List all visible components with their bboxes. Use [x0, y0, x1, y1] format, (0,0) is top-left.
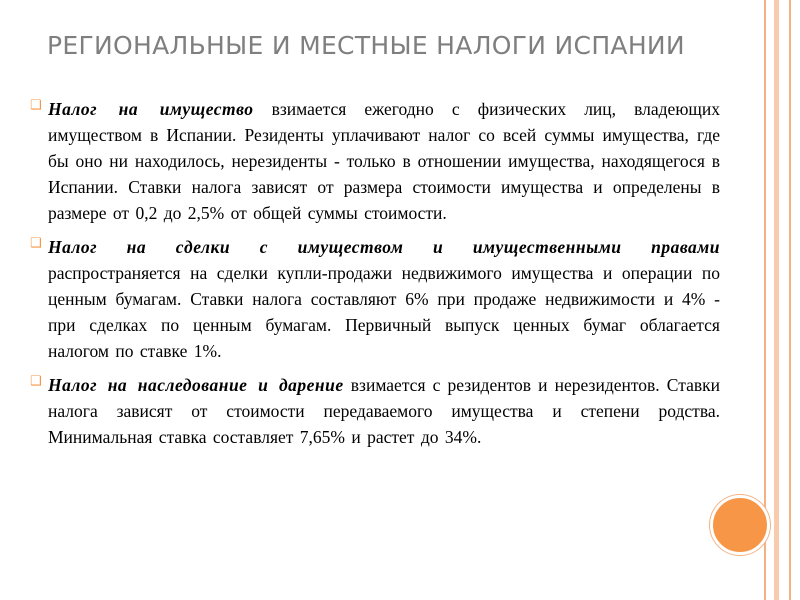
- item-body: взимается с резидентов и нерезидентов. Ставки налога зависят от стоимости передаваемого имущества и степени родства. Минимальная ставка составляет 7,65% и растет до 34%.: [48, 375, 721, 447]
- item-text: [48, 372, 720, 450]
- item-term: Налог на наследование и дарение: [48, 375, 344, 395]
- item-text: [48, 96, 720, 226]
- item-body: взимается ежегодно с физических лиц, владеющих имуществом в Испании. Резиденты уплачивают налог со всей суммы имущества, где бы оно ни находилось, нерезиденты - только в отношении имущества, находящегося в Испании. Ставки налога зависят от размера стоимости имущества и определены в размере от 0,2 до 2,5% от общей суммы стоимости.: [48, 99, 720, 223]
- square-bullet-icon: ❑: [30, 374, 42, 389]
- item-term: Налог на имущество: [48, 99, 254, 119]
- decorative-line: [774, 0, 779, 600]
- item-text: [48, 234, 720, 364]
- item-body: распространяется на сделки купли-продажи недвижимого имущества и операции по ценным бумагам. Ставки налога составляют 6% при продаже недвижимости и 4% - при сделках по ценным бумагам. Первичный выпуск ценных бумаг облагается налогом по ставке 1%.: [48, 263, 720, 361]
- bullet-list: [30, 96, 720, 458]
- decorative-circle: [710, 495, 770, 555]
- list-item: [30, 234, 720, 364]
- list-item: [30, 96, 720, 226]
- list-item: [30, 372, 720, 450]
- decorative-line: [789, 0, 791, 600]
- square-bullet-icon: ❑: [30, 98, 42, 113]
- item-term: Налог на сделки с имуществом и имущественными правами: [48, 237, 720, 257]
- square-bullet-icon: ❑: [30, 236, 42, 251]
- slide-title: РЕГИОНАЛЬНЫЕ И МЕСТНЫЕ НАЛОГИ ИСПАНИИ: [47, 31, 685, 60]
